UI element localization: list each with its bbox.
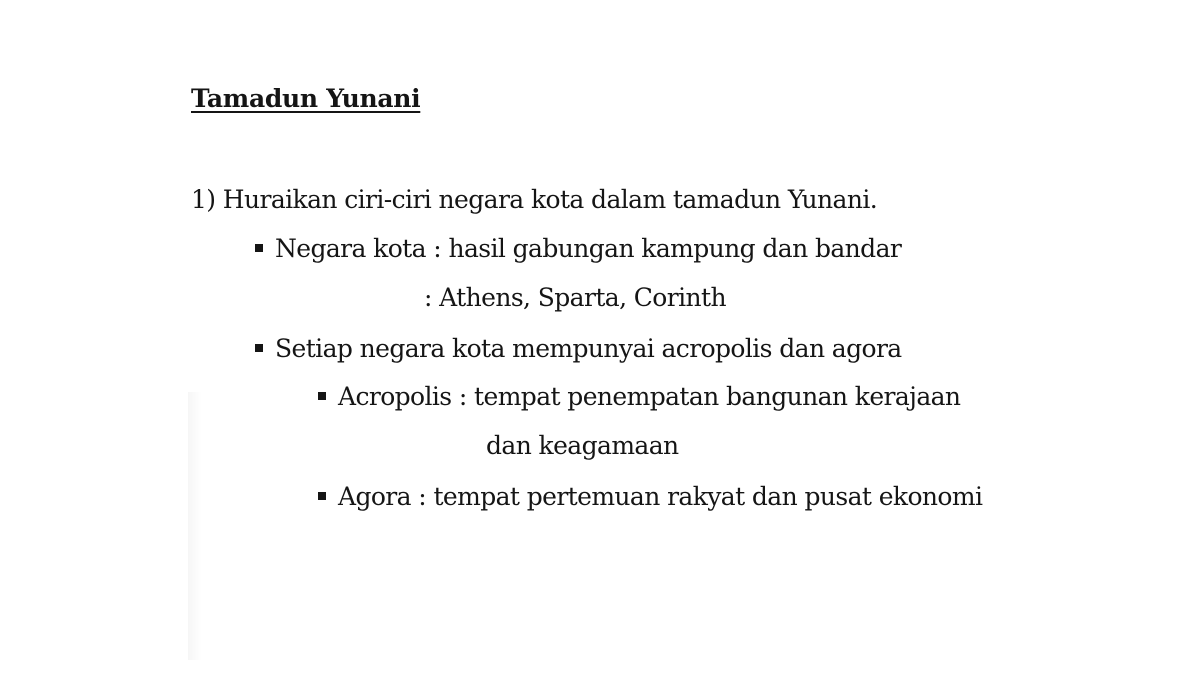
square-bullet-icon bbox=[318, 392, 326, 400]
sub-bullet-agora bbox=[318, 481, 982, 513]
square-bullet-icon bbox=[318, 492, 326, 500]
bullet-point-2-text: Setiap negara kota mempunyai acropolis dan agora bbox=[275, 334, 902, 363]
document-title: Tamadun Yunani bbox=[191, 84, 421, 113]
square-bullet-icon bbox=[255, 244, 263, 252]
sub-bullet-agora-text: Agora : tempat pertemuan rakyat dan pusat ekonomi bbox=[338, 482, 983, 511]
sub-bullet-acropolis bbox=[318, 381, 960, 413]
scan-shadow bbox=[188, 392, 202, 660]
bullet-point-1-continuation: : Athens, Sparta, Corinth bbox=[424, 283, 726, 312]
bullet-point-1-text: Negara kota : hasil gabungan kampung dan bandar bbox=[275, 234, 902, 263]
sub-bullet-acropolis-text: Acropolis : tempat penempatan bangunan kerajaan bbox=[338, 382, 961, 411]
bullet-point-2 bbox=[255, 333, 902, 365]
question-1: 1) Huraikan ciri-ciri negara kota dalam tamadun Yunani. bbox=[191, 185, 878, 214]
sub-bullet-acropolis-continuation: dan keagamaan bbox=[486, 431, 679, 460]
square-bullet-icon bbox=[255, 344, 263, 352]
bullet-point-1 bbox=[255, 233, 901, 265]
